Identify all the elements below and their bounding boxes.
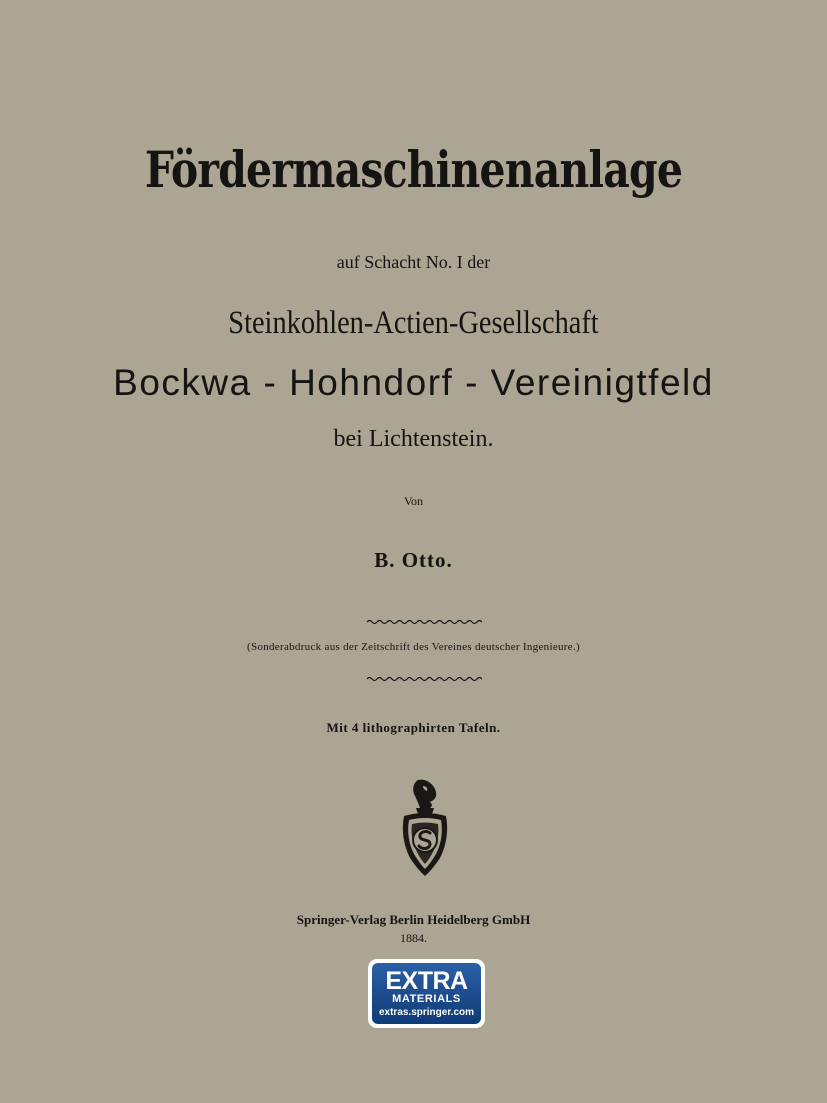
place-name: Bockwa - Hohndorf - Vereinigtfeld: [113, 362, 714, 403]
publisher: Springer-Verlag Berlin Heidelberg GmbH: [296, 912, 531, 927]
author-name: B. Otto.: [374, 548, 453, 572]
plates-note: Mit 4 lithographirten Tafeln.: [326, 720, 501, 735]
springer-knight-logo-icon: [396, 778, 454, 878]
wavy-divider-top: [367, 619, 482, 625]
extra-materials-badge-panel: [372, 963, 481, 1024]
publication-year: 1884.: [400, 931, 427, 945]
location: bei Lichtenstein.: [333, 426, 494, 452]
wavy-divider-bottom: [367, 676, 482, 682]
extra-materials-badge[interactable]: [368, 959, 485, 1028]
subtitle: auf Schacht No. I der: [336, 252, 491, 272]
company-name: Steinkohlen-Actien-Gesellschaft: [228, 305, 599, 341]
badge-line-1: EXTRA: [385, 966, 468, 995]
book-title: Fördermaschinenanlage: [144, 140, 683, 199]
reprint-note: (Sonderabdruck aus der Zeitschrift des Vereines deutscher Ingenieure.): [247, 641, 580, 653]
by-label: Von: [403, 494, 424, 508]
badge-url: extras.springer.com: [378, 1006, 475, 1018]
badge-line-2: MATERIALS: [392, 992, 461, 1005]
